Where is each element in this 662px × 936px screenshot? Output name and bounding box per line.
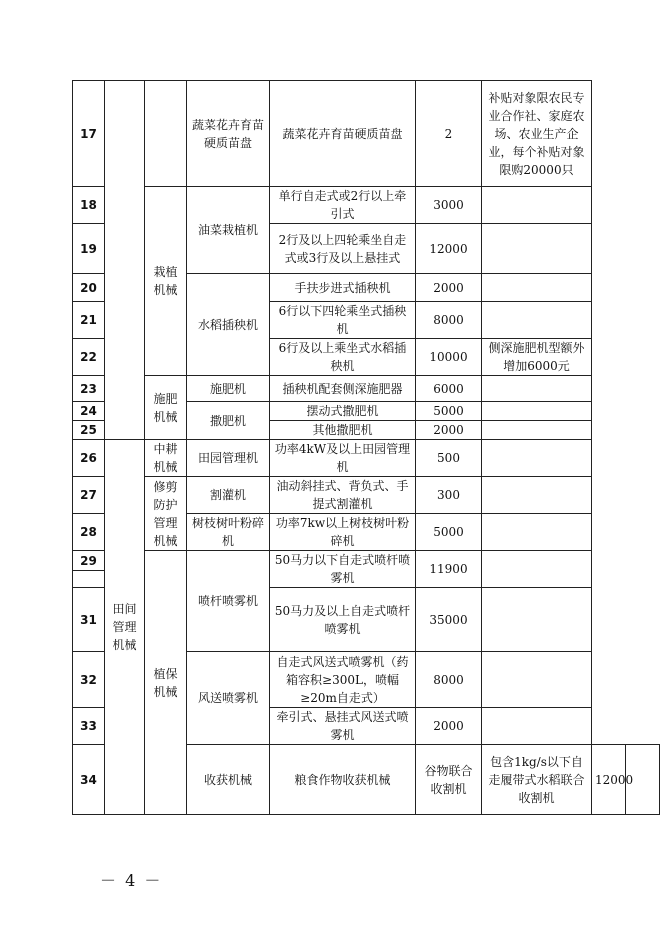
amount-cell: 8000 (416, 302, 482, 339)
amount-cell: 300 (416, 477, 482, 514)
note-cell (482, 302, 592, 339)
row-number: 21 (73, 302, 105, 339)
table-row (73, 187, 660, 224)
row-number: 31 (73, 588, 105, 652)
subcategory-cell: 粮食作物收获机械 (270, 745, 416, 815)
category-cell: 田间管理机械 (105, 440, 145, 815)
subsidy-table-container (72, 80, 660, 804)
item-cell: 喷杆喷雾机 (187, 551, 270, 652)
amount-cell: 2000 (416, 708, 482, 745)
note-cell (482, 440, 592, 477)
note-cell (482, 376, 592, 402)
note-cell (482, 514, 592, 551)
item-cell: 油菜栽植机 (187, 187, 270, 274)
amount-cell: 2 (416, 81, 482, 187)
item-cell: 蔬菜花卉育苗硬质苗盘 (187, 81, 270, 187)
row-number: 20 (73, 274, 105, 302)
subcategory-cell: 植保机械 (145, 551, 187, 815)
item-cell: 谷物联合收割机 (416, 745, 482, 815)
row-number: 28 (73, 514, 105, 551)
table-row (73, 440, 660, 477)
row-number: 25 (73, 421, 105, 440)
spec-cell: 50马力以下自走式喷杆喷雾机 (270, 551, 416, 588)
amount-cell: 5000 (416, 402, 482, 421)
item-cell: 撒肥机 (187, 402, 270, 440)
amount-cell: 500 (416, 440, 482, 477)
category-cell (105, 81, 145, 440)
subsidy-table (72, 80, 660, 815)
spec-cell: 牵引式、悬挂式风送式喷雾机 (270, 708, 416, 745)
note-cell (482, 477, 592, 514)
amount-cell: 5000 (416, 514, 482, 551)
item-cell: 风送喷雾机 (187, 652, 270, 745)
row-number: 17 (73, 81, 105, 187)
item-cell: 水稻插秧机 (187, 274, 270, 376)
row-number: 27 (73, 477, 105, 514)
spec-cell: 插秧机配套侧深施肥器 (270, 376, 416, 402)
spec-cell: 自走式风送式喷雾机（药箱容积≥300L，喷幅≥20m自走式） (270, 652, 416, 708)
row-number: 22 (73, 339, 105, 376)
row-number: 26 (73, 440, 105, 477)
table-row (73, 477, 660, 514)
note-cell (482, 187, 592, 224)
amount-cell: 3000 (416, 187, 482, 224)
spec-cell: 功率7kw以上树枝树叶粉碎机 (270, 514, 416, 551)
row-number: 18 (73, 187, 105, 224)
table-row (73, 81, 660, 187)
row-number: 23 (73, 376, 105, 402)
amount-cell: 12000 (592, 745, 626, 815)
spec-cell: 蔬菜花卉育苗硬质苗盘 (270, 81, 416, 187)
row-number: 34 (73, 745, 105, 815)
spec-cell: 功率4kW及以上田园管理机 (270, 440, 416, 477)
amount-cell: 6000 (416, 376, 482, 402)
spec-cell: 2行及以上四轮乘坐自走式或3行及以上悬挂式 (270, 224, 416, 274)
amount-cell: 11900 (416, 551, 482, 588)
row-number: 24 (73, 402, 105, 421)
spec-cell: 油动斜挂式、背负式、手提式割灌机 (270, 477, 416, 514)
spec-cell: 单行自走式或2行以上牵引式 (270, 187, 416, 224)
note-cell (482, 421, 592, 440)
page-number: － 4 － (100, 871, 163, 890)
spec-cell: 50马力及以上自走式喷杆喷雾机 (270, 588, 416, 652)
subcategory-cell: 修剪防护管理机械 (145, 477, 187, 551)
amount-cell: 10000 (416, 339, 482, 376)
amount-cell: 2000 (416, 274, 482, 302)
amount-cell: 8000 (416, 652, 482, 708)
subcategory-cell: 中耕机械 (145, 440, 187, 477)
amount-cell: 35000 (416, 588, 482, 652)
spec-cell: 其他撒肥机 (270, 421, 416, 440)
table-row (73, 376, 660, 402)
note-cell (482, 652, 592, 708)
table-row (73, 551, 660, 571)
spec-cell: 包含1kg/s以下自走履带式水稻联合收割机 (482, 745, 592, 815)
note-cell: 侧深施肥机型额外增加6000元 (482, 339, 592, 376)
note-cell (482, 402, 592, 421)
row-number (73, 571, 105, 588)
row-number: 19 (73, 224, 105, 274)
note-cell (482, 551, 592, 588)
subcategory-cell: 施肥机械 (145, 376, 187, 440)
spec-cell: 6行以下四轮乘坐式插秧机 (270, 302, 416, 339)
spec-cell: 手扶步进式插秧机 (270, 274, 416, 302)
item-cell: 施肥机 (187, 376, 270, 402)
note-cell: 补贴对象限农民专业合作社、家庭农场、农业生产企业，每个补贴对象限购20000只 (482, 81, 592, 187)
spec-cell: 摆动式撒肥机 (270, 402, 416, 421)
amount-cell: 2000 (416, 421, 482, 440)
row-number: 32 (73, 652, 105, 708)
item-cell: 树枝树叶粉碎机 (187, 514, 270, 551)
note-cell (482, 274, 592, 302)
spec-cell: 6行及以上乘坐式水稻插秧机 (270, 339, 416, 376)
row-number: 33 (73, 708, 105, 745)
subcategory-cell: 栽植机械 (145, 187, 187, 376)
note-cell (482, 708, 592, 745)
row-number: 29 (73, 551, 105, 571)
subcategory-cell (145, 81, 187, 187)
category-cell: 收获机械 (187, 745, 270, 815)
item-cell: 割灌机 (187, 477, 270, 514)
item-cell: 田园管理机 (187, 440, 270, 477)
amount-cell: 12000 (416, 224, 482, 274)
note-cell (482, 588, 592, 652)
note-cell (482, 224, 592, 274)
